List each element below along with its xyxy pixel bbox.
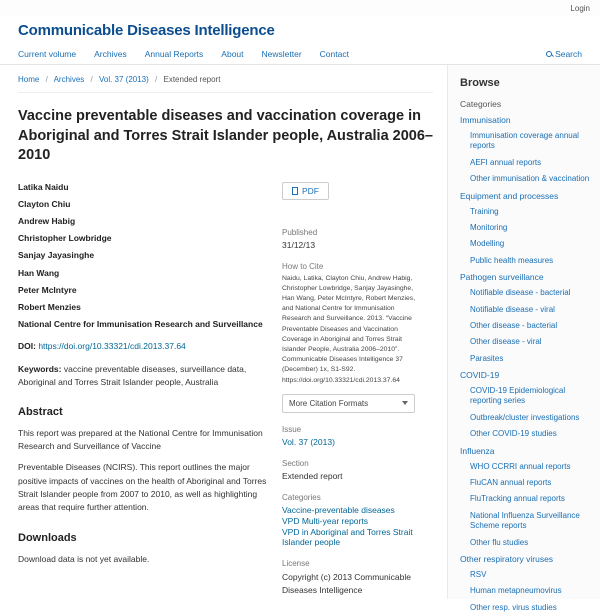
section-value: Extended report — [282, 470, 343, 481]
abstract-paragraph: Preventable Diseases (NCIRS). This report outlines the major positive impacts of vaccines on the health of Aboriginal and Torres Strait Islander people from 2007 to 2010, as well as highlighting areas that require further attention. — [18, 462, 267, 512]
section-label: Section — [282, 458, 309, 468]
categories-label: Categories — [282, 492, 321, 502]
author-affiliation: National Centre for Immunisation Research and Surveillance — [18, 319, 263, 330]
breadcrumb-home[interactable]: Home — [18, 75, 40, 84]
abstract-heading: Abstract — [18, 406, 63, 418]
sidebar-subitem[interactable]: RSV — [470, 569, 487, 579]
sidebar-group-other-respiratory-viruses — [460, 554, 590, 613]
keywords-label: Keywords: — [18, 364, 62, 375]
sidebar-subitem[interactable]: Monitoring — [470, 222, 508, 232]
nav-items — [18, 49, 349, 59]
downloads-text: Download data is not yet available. — [18, 554, 150, 565]
keywords-value: vaccine preventable diseases, surveillance data, Aboriginal and Torres Strait Islander people, Australia — [18, 364, 247, 387]
author-name: Christopher Lowbridge — [18, 233, 112, 244]
more-citation-formats-label: More Citation Formats — [289, 398, 369, 408]
pdf-label: PDF — [302, 185, 319, 196]
citation-text: Naidu, Latika, Clayton Chiu, Andrew Habig, Christopher Lowbridge, Sanjay Jayasinghe, Han Wang, Peter McIntyre, Robert Menzies, and National Centre for Immunisation Research and Surveillance. 2013. “Vaccine Preventable Diseases and Vaccination Coverage in Aboriginal and Torres Strait Islander People, Australia 2006–2010”. Communicable Diseases Intelligence 37 (December) 1x, S1-S92. https://doi.org/10.33321/cdi.2013.37.64 — [282, 274, 416, 384]
browse-sidebar — [448, 65, 600, 612]
login-link[interactable]: Login — [570, 3, 590, 13]
published-value: 31/12/13 — [282, 239, 316, 250]
more-citation-formats-select[interactable] — [282, 394, 415, 413]
abstract-paragraph: This report was prepared at the National Centre for Immunisation Research and Surveillance of Vaccine — [18, 428, 263, 452]
sidebar-subitem[interactable]: Training — [470, 206, 499, 216]
page-title: Vaccine preventable diseases and vaccination coverage in Aboriginal and Torres Strait Islander people, Australia 2006–2010 — [18, 108, 433, 164]
sidebar-group-pathogen-surveillance — [460, 272, 590, 364]
downloads-heading: Downloads — [18, 532, 77, 545]
issue-link[interactable]: Vol. 37 (2013) — [282, 436, 335, 447]
sidebar-subitem[interactable]: AEFI annual reports — [470, 157, 542, 167]
category-link[interactable]: VPD Multi-year reports — [282, 515, 368, 526]
breadcrumb-separator-3: / — [155, 75, 158, 84]
sidebar-subitem[interactable]: Other COVID-19 studies — [470, 429, 557, 439]
masthead — [0, 16, 600, 43]
breadcrumb-volume[interactable]: Vol. 37 (2013) — [98, 75, 149, 84]
pdf-download-button[interactable] — [282, 182, 329, 200]
doi-line — [18, 341, 268, 351]
site-title: Communicable Diseases Intelligence — [18, 22, 275, 39]
sidebar-subitem[interactable]: Parasites — [470, 353, 504, 363]
breadcrumb-separator-1: / — [45, 75, 48, 84]
sidebar-item-influenza[interactable]: Influenza — [460, 445, 495, 456]
article-main-column — [18, 182, 268, 597]
how-to-cite-label: How to Cite — [282, 261, 324, 271]
sidebar-subitem[interactable]: FluTracking annual reports — [470, 494, 565, 504]
keywords-line — [18, 363, 268, 388]
article-columns — [18, 182, 433, 597]
breadcrumb-archives[interactable]: Archives — [53, 75, 85, 84]
sidebar-group-influenza — [460, 446, 590, 548]
sidebar-item-other-respiratory-viruses[interactable]: Other respiratory viruses — [460, 553, 554, 564]
sidebar-item-covid-19[interactable]: COVID-19 — [460, 370, 500, 381]
category-link[interactable]: VPD in Aboriginal and Torres Strait Islander people — [282, 526, 413, 547]
sidebar-item-immunisation[interactable]: Immunisation — [460, 115, 511, 125]
sidebar-subitem[interactable]: Immunisation coverage annual reports — [470, 131, 579, 151]
sidebar-subitem[interactable]: Other disease - bacterial — [470, 320, 558, 330]
sidebar-subitem[interactable]: Human metapneumovirus — [470, 586, 562, 596]
author-name: Latika Naidu — [18, 181, 69, 192]
nav-item-archives[interactable]: Archives — [94, 48, 127, 59]
sidebar-subitem[interactable]: National Influenza Surveillance Scheme reports — [470, 510, 580, 531]
doi-link[interactable]: https://doi.org/10.33321/cdi.2013.37.64 — [38, 341, 186, 352]
sidebar-group-covid-19 — [460, 370, 590, 440]
category-link[interactable]: Vaccine-preventable diseases — [282, 504, 395, 515]
sidebar-subitem[interactable]: Other flu studies — [470, 537, 529, 547]
sidebar-item-pathogen-surveillance[interactable]: Pathogen surveillance — [460, 272, 544, 283]
primary-navigation — [0, 43, 600, 65]
sidebar-subitem[interactable]: FluCAN annual reports — [470, 478, 552, 488]
sidebar-subitem[interactable]: Notifiable disease - bacterial — [470, 288, 571, 298]
sidebar-item-equipment-and-processes[interactable]: Equipment and processes — [460, 190, 559, 201]
sidebar-subitem[interactable]: Modelling — [470, 239, 505, 249]
author-name: Peter McIntyre — [18, 284, 77, 295]
pdf-icon — [292, 187, 298, 195]
sidebar-subitem[interactable]: Public health measures — [470, 255, 554, 265]
page-body — [0, 65, 600, 612]
published-label: Published — [282, 227, 318, 237]
breadcrumb-current: Extended report — [163, 75, 221, 84]
author-name: Andrew Habig — [18, 216, 76, 227]
sidebar-subitem[interactable]: COVID-19 Epidemiological reporting series — [470, 386, 566, 406]
nav-item-newsletter[interactable]: Newsletter — [261, 48, 302, 59]
author-name: Sanjay Jayasinghe — [18, 250, 95, 261]
sidebar-subitem[interactable]: WHO CCRRI annual reports — [470, 461, 571, 471]
sidebar-subitem[interactable]: Notifiable disease - viral — [470, 304, 555, 314]
sidebar-subitem[interactable]: Other disease - viral — [470, 337, 542, 347]
search-button[interactable] — [546, 49, 582, 59]
breadcrumb-separator-2: / — [90, 75, 93, 84]
nav-item-contact[interactable]: Contact — [319, 48, 349, 59]
nav-item-about[interactable]: About — [221, 48, 244, 59]
nav-item-annual-reports[interactable]: Annual Reports — [144, 48, 204, 59]
sidebar-group-equipment-and-processes — [460, 191, 590, 267]
top-utility-bar — [0, 0, 600, 16]
categories-heading: Categories — [460, 99, 502, 109]
sidebar-subitem[interactable]: Other immunisation & vaccination — [470, 174, 590, 184]
author-name: Robert Menzies — [18, 302, 81, 312]
issue-label: Issue — [282, 424, 302, 434]
main-content — [0, 65, 448, 599]
author-name: Clayton Chiu — [18, 198, 71, 209]
browse-heading: Browse — [460, 77, 500, 89]
sidebar-subitem[interactable]: Other resp. virus studies — [470, 602, 557, 612]
author-name: Han Wang — [18, 267, 60, 278]
sidebar-subitem[interactable]: Outbreak/cluster investigations — [470, 412, 580, 422]
doi-label: DOI: — [18, 341, 36, 352]
chevron-down-icon — [402, 401, 408, 405]
license-label: License — [282, 558, 310, 568]
license-text: Copyright (c) 2013 Communicable Diseases Intelligence — [282, 571, 411, 595]
breadcrumb — [18, 65, 433, 93]
article-meta-column — [282, 182, 417, 597]
sidebar-group-immunisation — [460, 115, 590, 185]
search-icon — [546, 51, 552, 57]
search-label: Search — [555, 48, 582, 59]
nav-item-current-volume[interactable]: Current volume — [18, 48, 77, 59]
